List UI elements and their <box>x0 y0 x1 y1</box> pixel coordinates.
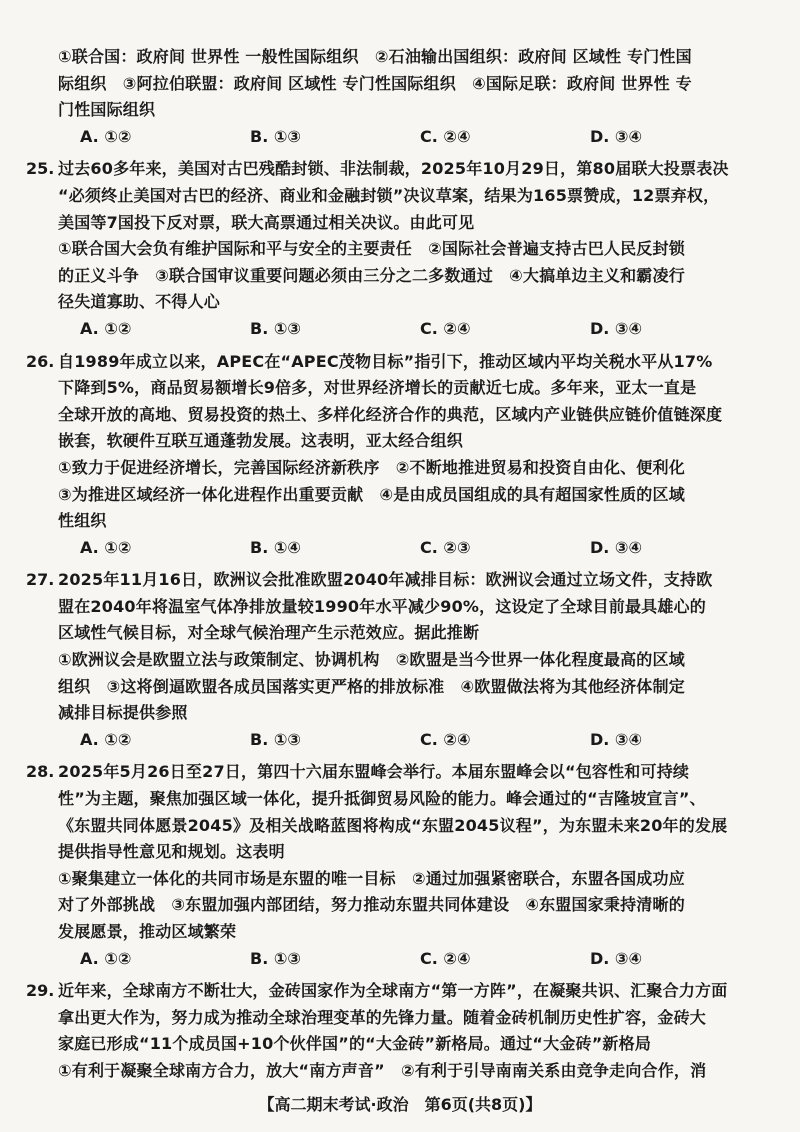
question-25 <box>26 156 760 342</box>
question-28 <box>26 759 760 972</box>
option-d: D. ③④ <box>590 948 643 968</box>
answer-options <box>80 535 760 562</box>
option-c: C. ②④ <box>420 948 471 968</box>
intro-line: 门性国际组织 <box>58 100 156 120</box>
question-stem-line: “必须终止美国对古巴的经济、商业和金融封锁”决议草案，结果为165票赞成，12票弃权， <box>58 185 720 205</box>
question-number: 27. <box>26 570 55 590</box>
option-d: D. ③④ <box>590 729 643 749</box>
option-b: B. ①③ <box>250 126 301 146</box>
option-c: C. ②④ <box>420 729 471 749</box>
option-c: C. ②④ <box>420 318 471 338</box>
question-choice-line: 减排目标提供参照 <box>58 703 188 723</box>
question-number: 26. <box>26 351 55 371</box>
intro-block <box>58 44 760 150</box>
question-number: 29. <box>26 981 55 1001</box>
question-stem-line: 性”为主题，聚焦加强区域一体化，提升抵御贸易风险的能力。峰会通过的“吉隆坡宣言”、 <box>58 789 706 809</box>
page-footer: 【高二期末考试·政治 第6页(共8页)】 <box>258 1095 542 1114</box>
question-choice-line: ③为推进区域经济一体化进程作出重要贡献 ④是由成员国组成的具有超国家性质的区域 <box>58 484 685 504</box>
question-choice-line: ①聚集建立一体化的共同市场是东盟的唯一目标 ②通过加强紧密联合，东盟各国成功应 <box>58 868 685 888</box>
option-d: D. ③④ <box>590 537 643 557</box>
answer-options <box>80 124 760 151</box>
question-choice-line: 径失道寡助、不得人心 <box>58 292 221 312</box>
question-stem-line: 自1989年成立以来，APEC在“APEC茂物目标”指引下，推动区域内平均关税水平从17% <box>58 351 713 371</box>
option-a: A. ①② <box>80 729 132 749</box>
question-26 <box>26 349 760 562</box>
question-choice-line: 组织 ③这将倒逼欧盟各成员国落实更严格的排放标准 ④欧盟做法将为其他经济体制定 <box>58 676 685 696</box>
option-d: D. ③④ <box>590 126 643 146</box>
answer-options <box>80 727 760 754</box>
option-d: D. ③④ <box>590 318 643 338</box>
question-choice-line: ①联合国大会负有维护国际和平与安全的主要责任 ②国际社会普遍支持古巴人民反封锁 <box>58 239 685 259</box>
option-b: B. ①③ <box>250 729 301 749</box>
question-stem-line: 区域性气候目标，对全球气候治理产生示范效应。据此推断 <box>58 623 480 643</box>
question-choice-line: 的正义斗争 ③联合国审议重要问题必须由三分之二多数通过 ④大搞单边主义和霸凌行 <box>58 265 685 285</box>
question-27 <box>26 567 760 753</box>
question-stem-line: 家庭已形成“11个成员国+10个伙伴国”的“大金砖”新格局。通过“大金砖”新格局 <box>58 1034 652 1054</box>
question-stem-line: 盟在2040年将温室气体净排放量较1990年水平减少90%，这设定了全球目前最具雄心的 <box>58 596 706 616</box>
option-c: C. ②④ <box>420 126 471 146</box>
option-a: A. ①② <box>80 126 132 146</box>
question-number: 28. <box>26 762 55 782</box>
answer-options <box>80 316 760 343</box>
question-stem-line: 美国等7国投下反对票，联大高票通过相关决议。由此可见 <box>58 212 475 232</box>
question-choice-line: ①有利于凝聚全球南方合力，放大“南方声音” ②有利于引导南南关系由竞争走向合作，消 <box>58 1060 707 1080</box>
question-stem-line: 2025年5月26日至27日，第四十六届东盟峰会举行。本届东盟峰会以“包容性和可持续 <box>58 762 690 782</box>
option-b: B. ①④ <box>250 537 301 557</box>
question-choice-line: ①致力于促进经济增长，完善国际经济新秩序 ②不断地推进贸易和投资自由化、便利化 <box>58 457 685 477</box>
question-number: 25. <box>26 159 55 179</box>
question-stem-line: 嵌套，软硬件互联互通蓬勃发展。这表明，亚太经合组织 <box>58 431 464 451</box>
intro-line: ①联合国：政府间 世界性 一般性国际组织 ②石油输出国组织：政府间 区域性 专门性国 <box>58 47 692 66</box>
intro-line: 际组织 ③阿拉伯联盟：政府间 区域性 专门性国际组织 ④国际足联：政府间 世界性 专 <box>58 73 692 93</box>
option-c: C. ②③ <box>420 537 471 557</box>
option-b: B. ①③ <box>250 948 301 968</box>
question-stem-line: 近年来，全球南方不断壮大，金砖国家作为全球南方“第一方阵”，在凝聚共识、汇聚合力方面 <box>58 981 728 1001</box>
question-stem-line: 下降到5%，商品贸易额增长9倍多，对世界经济增长的贡献近七成。多年来，亚太一直是 <box>58 378 697 398</box>
question-stem-line: 2025年11月16日，欧洲议会批准欧盟2040年减排目标：欧洲议会通过立场文件，支持欧 <box>58 570 713 590</box>
question-stem-line: 过去60多年来，美国对古巴残酷封锁、非法制裁，2025年10月29日，第80届联大投票表决 <box>58 159 729 179</box>
option-b: B. ①③ <box>250 318 301 338</box>
question-stem-line: 全球开放的高地、贸易投资的热土、多样化经济合作的典范，区域内产业链供应链价值链深度 <box>58 404 723 424</box>
question-29 <box>26 978 760 1084</box>
question-choice-line: 发展愿景，推动区域繁荣 <box>58 922 237 941</box>
question-choice-line: 性组织 <box>58 511 107 531</box>
question-stem-line: 《东盟共同体愿景2045》及相关战略蓝图将构成“东盟2045议程”，为东盟未来20年的发展 <box>58 815 728 835</box>
question-stem-line: 拿出更大作为，努力成为推动全球治理变革的先锋力量。随着金砖机制历史性扩容，金砖大 <box>58 1007 707 1027</box>
question-choice-line: ①欧洲议会是欧盟立法与政策制定、协调机构 ②欧盟是当今世界一体化程度最高的区域 <box>58 650 685 670</box>
option-a: A. ①② <box>80 948 132 968</box>
question-stem-line: 提供指导性意见和规划。这表明 <box>58 842 285 862</box>
question-choice-line: 对了外部挑战 ③东盟加强内部团结，努力推动东盟共同体建设 ④东盟国家秉持清晰的 <box>58 895 685 915</box>
option-a: A. ①② <box>80 537 132 557</box>
option-a: A. ①② <box>80 318 132 338</box>
answer-options <box>80 946 760 973</box>
